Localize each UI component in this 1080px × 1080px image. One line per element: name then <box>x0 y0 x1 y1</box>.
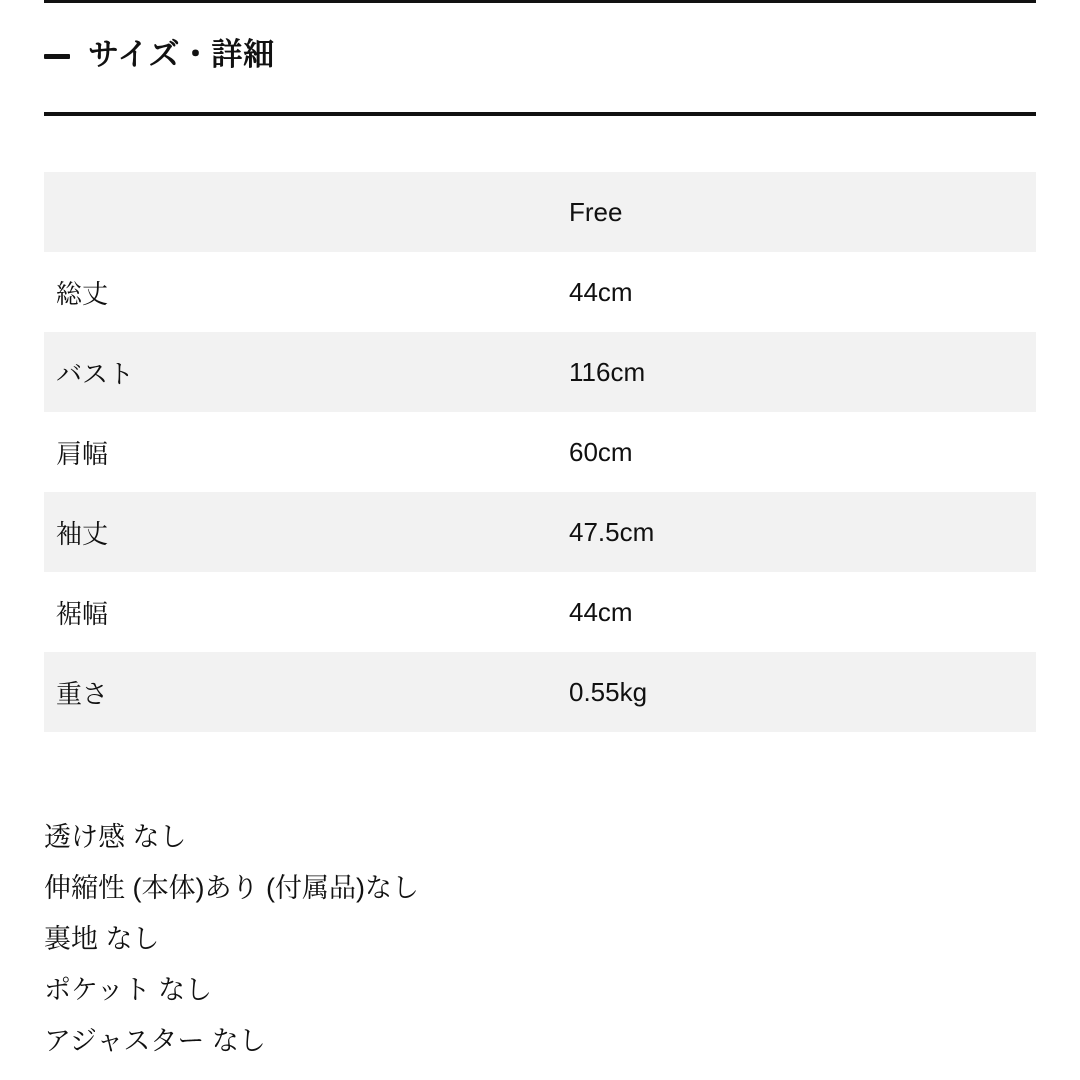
row-label: 総丈 <box>56 278 109 309</box>
table-row <box>44 652 1036 732</box>
note-line: アジャスター なし <box>44 1026 266 1056</box>
row-value: 60cm <box>569 436 633 467</box>
row-value: 47.5cm <box>569 516 655 547</box>
product-notes <box>44 812 1036 1067</box>
table-row <box>44 252 1036 332</box>
row-label: 袖丈 <box>56 518 109 549</box>
row-label: 重さ <box>56 678 109 709</box>
table-row <box>44 572 1036 652</box>
note-line: 透け感 なし <box>44 822 187 852</box>
table-header-size: Free <box>569 196 623 227</box>
row-label: バスト <box>56 358 135 389</box>
size-table <box>44 172 1036 732</box>
row-value: 0.55kg <box>569 676 648 707</box>
minus-icon[interactable] <box>44 54 70 59</box>
row-label: 肩幅 <box>56 438 109 469</box>
size-detail-section-header[interactable] <box>44 36 275 73</box>
row-value: 44cm <box>569 596 633 627</box>
page-title: サイズ・詳細 <box>88 37 275 72</box>
note-line: 伸縮性 (本体)あり (付属品)なし <box>44 873 419 903</box>
table-header-row <box>44 172 1036 252</box>
table-row <box>44 492 1036 572</box>
table-header-label <box>44 172 561 252</box>
note-line: ポケット なし <box>44 975 213 1005</box>
table-row <box>44 332 1036 412</box>
row-label: 裾幅 <box>56 598 109 629</box>
top-divider <box>44 0 1036 3</box>
note-line: 裏地 なし <box>44 924 160 954</box>
header-divider <box>44 112 1036 116</box>
row-value: 116cm <box>569 356 646 387</box>
row-value: 44cm <box>569 276 633 307</box>
table-row <box>44 412 1036 492</box>
